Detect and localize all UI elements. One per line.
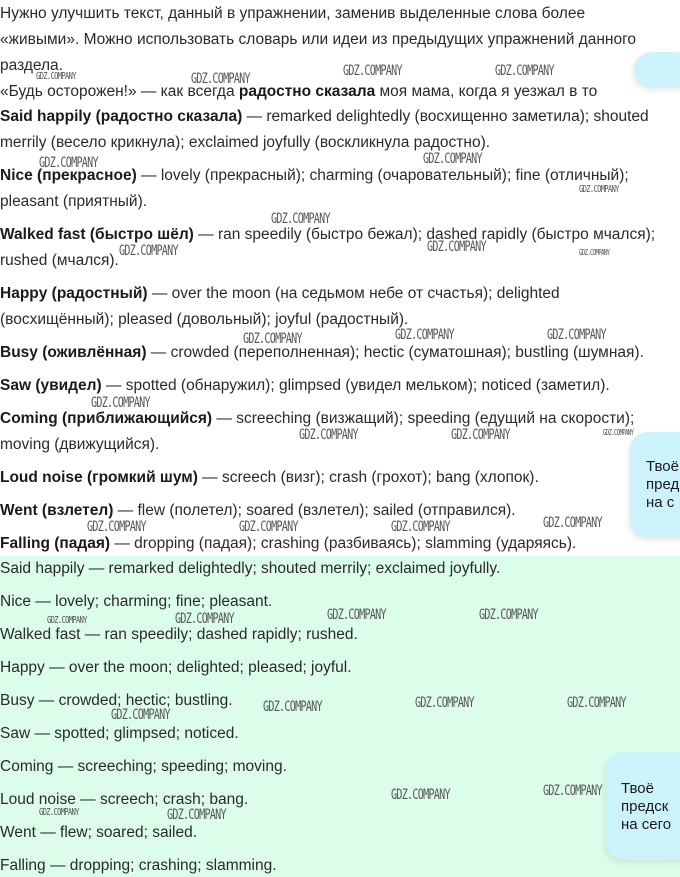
- entry-term: Walked fast (быстро шёл): [0, 226, 194, 243]
- entry-term: Saw (увидел): [0, 377, 102, 394]
- watermark: GDZ.COMPANY: [36, 71, 76, 82]
- prediction-bubble-top[interactable]: [634, 52, 680, 88]
- watermark: GDZ.COMPANY: [603, 428, 634, 437]
- watermark: GDZ.COMPANY: [111, 707, 170, 723]
- answer-line: Nice — lovely; charming; fine; pleasant.: [0, 593, 273, 610]
- watermark: GDZ.COMPANY: [579, 184, 619, 195]
- watermark: GDZ.COMPANY: [543, 783, 602, 799]
- watermark: GDZ.COMPANY: [327, 607, 386, 623]
- bubble-middle-line-1: Твоё: [646, 458, 679, 475]
- watermark: GDZ.COMPANY: [495, 63, 554, 79]
- task-line-4: [0, 82, 597, 102]
- task-line-4-pre: «Будь осторожен!» — как всегда: [0, 83, 239, 100]
- watermark: GDZ.COMPANY: [243, 331, 302, 347]
- entry-term: Nice (прекрасное): [0, 167, 137, 184]
- entry-text: — ran speedily (быстро бежал); dashed rapidly (быстро мчался);: [193, 226, 656, 243]
- watermark: GDZ.COMPANY: [451, 427, 510, 443]
- watermark: GDZ.COMPANY: [391, 519, 450, 535]
- entry-text: — over the moon (на седьмом небе от счастья); delighted: [147, 285, 560, 302]
- entry-4-line-2: (восхищённый); pleased (довольный); joyful (радостный).: [0, 311, 409, 328]
- answer-line: Loud noise — screech; crash; bang.: [0, 791, 249, 808]
- watermark: GDZ.COMPANY: [579, 248, 610, 257]
- bubble-bottom-line-1: Твоё: [621, 780, 654, 797]
- answer-line: Coming — screeching; speeding; moving.: [0, 758, 287, 775]
- entry-term: Happy (радостный): [0, 285, 148, 302]
- answer-line: Busy — crowded; hectic; bustling.: [0, 692, 233, 709]
- watermark: GDZ.COMPANY: [415, 695, 474, 711]
- entry-text: — crowded (переполненная); hectic (суматошная); bustling (шумная).: [146, 344, 644, 361]
- entry-text: — screech (визг); crash (грохот); bang (хлопок).: [197, 469, 539, 486]
- entry-text: — screeching (визжащий); speeding (едущий на скорости);: [212, 410, 635, 427]
- entry-8-line-1: [0, 468, 539, 488]
- task-line-4-post: моя мама, когда я уезжал в то: [375, 83, 598, 100]
- watermark: GDZ.COMPANY: [87, 519, 146, 535]
- entry-text: — spotted (обнаружил); glimpsed (увидел мельком); noticed (заметил).: [101, 377, 610, 394]
- entry-5-line-1: [0, 343, 644, 363]
- watermark: GDZ.COMPANY: [343, 63, 402, 79]
- entry-term: Said happily (радостно сказала): [0, 108, 243, 125]
- task-line-3: раздела.: [0, 57, 63, 74]
- watermark: GDZ.COMPANY: [543, 515, 602, 531]
- entry-10-line-1: [0, 534, 576, 554]
- entry-3-line-1: [0, 225, 655, 245]
- task-line-4-bold: радостно сказала: [238, 83, 376, 100]
- bubble-bottom-line-2: предск: [621, 798, 669, 815]
- bubble-bottom-line-3: на сего: [621, 816, 672, 833]
- entry-term: Went (взлетел): [0, 502, 114, 519]
- watermark: GDZ.COMPANY: [39, 807, 79, 818]
- entry-6-line-1: [0, 376, 610, 396]
- watermark: GDZ.COMPANY: [47, 615, 87, 626]
- watermark: GDZ.COMPANY: [167, 807, 226, 823]
- watermark: GDZ.COMPANY: [91, 395, 150, 411]
- entry-9-line-1: [0, 501, 516, 521]
- answer-line: Happy — over the moon; delighted; pleased; joyful.: [0, 659, 352, 676]
- watermark: GDZ.COMPANY: [423, 151, 482, 167]
- watermark: GDZ.COMPANY: [479, 607, 538, 623]
- answer-line: Saw — spotted; glimpsed; noticed.: [0, 725, 239, 742]
- entry-text: — lovely (прекрасный); charming (очаровательный); fine (отличный);: [136, 167, 629, 184]
- watermark: GDZ.COMPANY: [547, 327, 606, 343]
- entry-text: — flew (полетел); soared (взлетел); sailed (отправился).: [113, 502, 516, 519]
- watermark: GDZ.COMPANY: [391, 787, 450, 803]
- entry-1-line-1: [0, 107, 649, 127]
- entry-term: Coming (приближающийся): [0, 410, 213, 427]
- entry-term: Busy (оживлённая): [0, 344, 147, 361]
- answer-line: Walked fast — ran speedily; dashed rapidly; rushed.: [0, 626, 358, 643]
- watermark: GDZ.COMPANY: [263, 699, 322, 715]
- answer-line: Falling — dropping; crashing; slamming.: [0, 857, 277, 874]
- entry-3-line-2: rushed (мчался).: [0, 252, 119, 269]
- watermark: GDZ.COMPANY: [239, 519, 298, 535]
- watermark: GDZ.COMPANY: [567, 695, 626, 711]
- entry-7-line-2: moving (движущийся).: [0, 436, 160, 453]
- entry-term: Falling (падая): [0, 535, 111, 552]
- entry-text: — dropping (падая); crashing (разбиваясь); slamming (ударяясь).: [110, 535, 577, 552]
- entry-term: Loud noise (громкий шум): [0, 469, 198, 486]
- answer-line: Went — flew; soared; sailed.: [0, 824, 197, 841]
- entry-1-line-2: merrily (весело крикнула); exclaimed joyfully (воскликнула радостно).: [0, 134, 491, 151]
- answer-line: Said happily — remarked delightedly; shouted merrily; exclaimed joyfully.: [0, 560, 501, 577]
- watermark: GDZ.COMPANY: [175, 611, 234, 627]
- bubble-middle-line-2: пред: [646, 476, 680, 493]
- entry-text: — remarked delightedly (восхищенно заметила); shouted: [242, 108, 649, 125]
- watermark: GDZ.COMPANY: [299, 427, 358, 443]
- watermark: GDZ.COMPANY: [271, 211, 330, 227]
- watermark: GDZ.COMPANY: [395, 327, 454, 343]
- entry-2-line-2: pleasant (приятный).: [0, 193, 148, 210]
- task-line-2: «живыми». Можно использовать словарь или идеи из предыдущих упражнений данного: [0, 31, 637, 48]
- entry-4-line-1: [0, 284, 560, 304]
- entry-7-line-1: [0, 409, 634, 429]
- watermark: GDZ.COMPANY: [427, 239, 486, 255]
- watermark: GDZ.COMPANY: [119, 243, 178, 259]
- watermark: GDZ.COMPANY: [191, 71, 250, 87]
- watermark: GDZ.COMPANY: [39, 155, 98, 171]
- task-line-1: Нужно улучшить текст, данный в упражнении, заменив выделенные слова более: [0, 5, 586, 22]
- bubble-middle-line-3: на с: [646, 494, 675, 511]
